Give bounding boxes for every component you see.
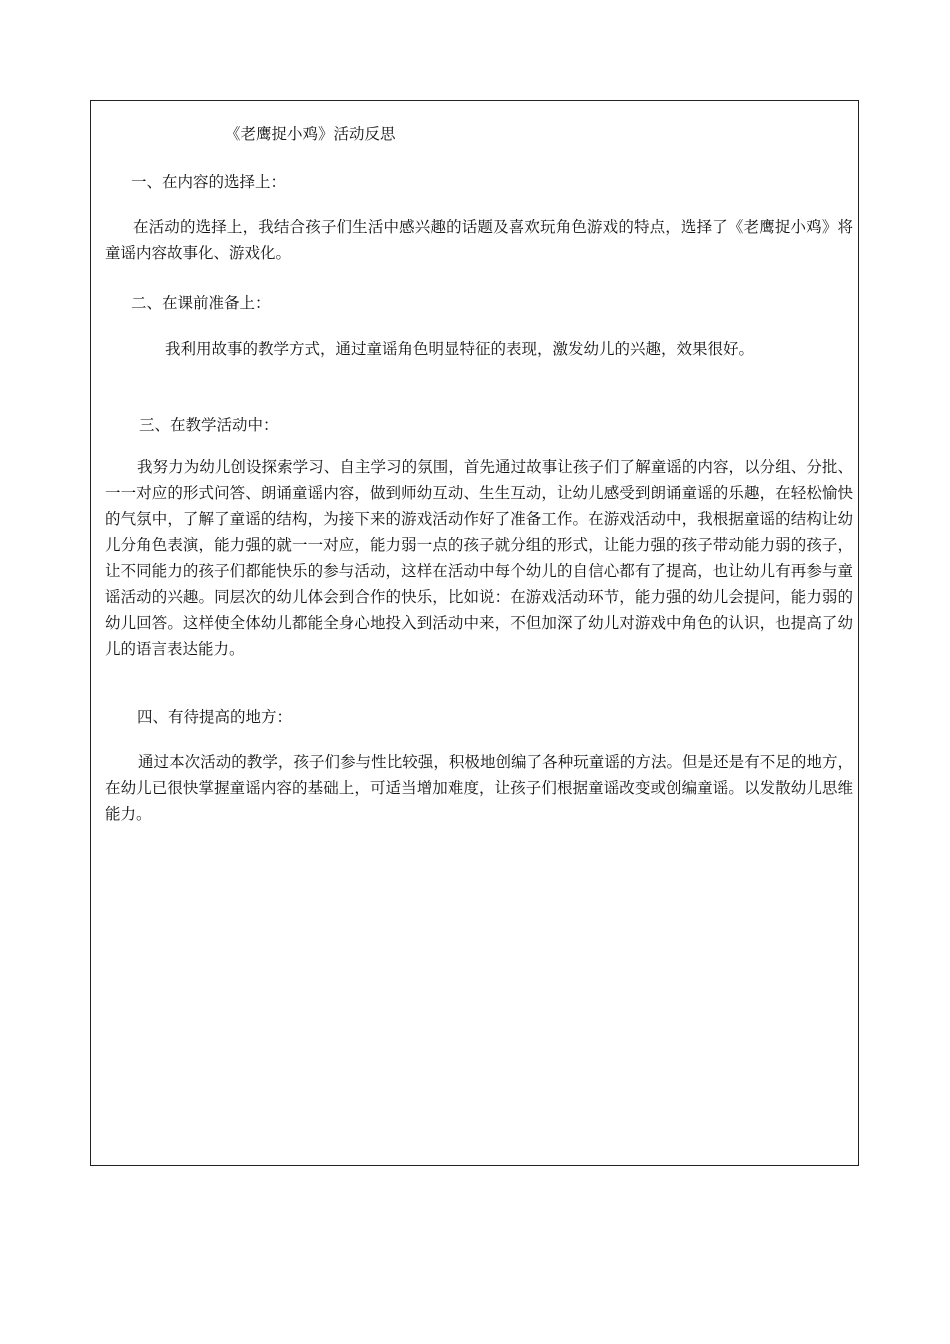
section-body-2: 我利用故事的教学方式，通过童谣角色明显特征的表现，激发幼儿的兴趣，效果很好。	[165, 340, 755, 358]
section-body-1: 在活动的选择上，我结合孩子们生活中感兴趣的话题及喜欢玩角色游戏的特点，选择了《老鹰捉小鸡》将童谣内容故事化、游戏化。	[105, 218, 853, 262]
section-heading-3: 三、在教学活动中：	[139, 416, 279, 434]
section-body-4: 通过本次活动的教学，孩子们参与性比较强，积极地创编了各种玩童谣的方法。但是还是有不足的地方，在幼儿已很快掌握童谣内容的基础上，可适当增加难度，让孩子们根据童谣改变或创编童谣。以发散幼儿思维能力。	[105, 753, 853, 823]
section-heading-4: 四、有待提高的地方：	[137, 708, 293, 726]
section-body-3: 我努力为幼儿创设探索学习、自主学习的氛围，首先通过故事让孩子们了解童谣的内容，以分组、分批、一一对应的形式问答、朗诵童谣内容，做到师幼互动、生生互动，让幼儿感受到朗诵童谣的乐趣，在轻松愉快的气氛中，了解了童谣的结构，为接下来的游戏活动作好了准备工作。在游戏活动中，我根据童谣的结构让幼儿分角色表演，能力强的就一一对应，能力弱一点的孩子就分组的形式，让能力强的孩子带动能力弱的孩子，让不同能力的孩子们都能快乐的参与活动，这样在活动中每个幼儿的自信心都有了提高，也让幼儿有再参与童谣活动的兴趣。同层次的幼儿体会到合作的快乐，比如说：在游戏活动环节，能力强的幼儿会提问，能力弱的幼儿回答。这样使全体幼儿都能全身心地投入到活动中来，不但加深了幼儿对游戏中角色的认识，也提高了幼儿的语言表达能力。	[105, 458, 853, 658]
section-heading-2: 二、在课前准备上：	[131, 294, 271, 312]
section-heading-1: 一、在内容的选择上：	[131, 173, 287, 191]
document-title: 《老鹰捉小鸡》活动反思	[225, 125, 396, 143]
